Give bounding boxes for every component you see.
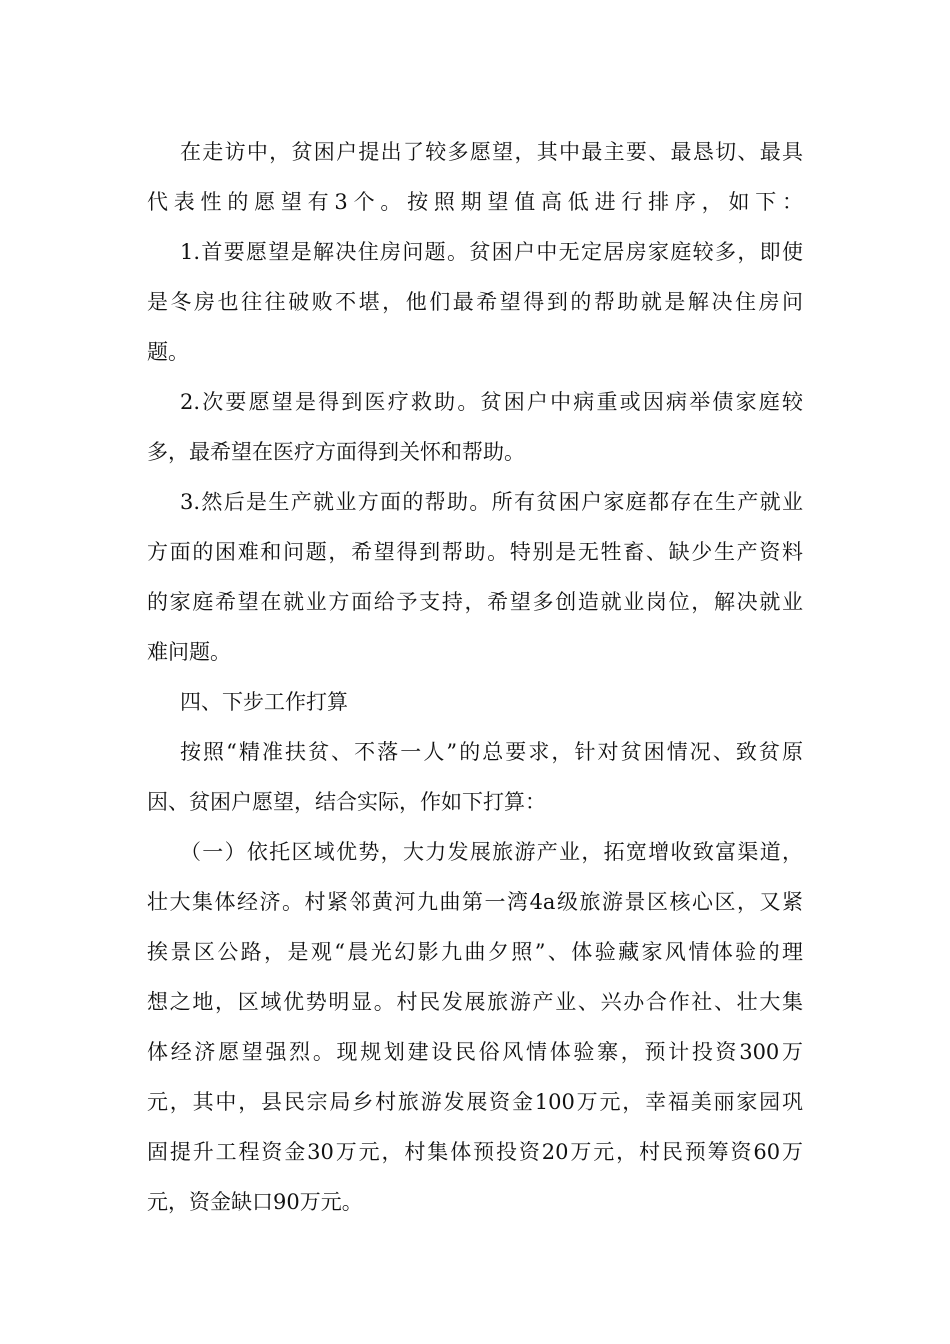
paragraph-line: 2.次要愿望是得到医疗救助。贫困户中病重或因病举债家庭较 <box>180 390 803 414</box>
paragraph-line: 多，最希望在医疗方面得到关怀和帮助。 <box>147 440 525 464</box>
paragraph-line: 挨景区公路，是观“晨光幻影九曲夕照”、体验藏家风情体验的理 <box>147 940 803 964</box>
paragraph-line: 在走访中，贫困户提出了较多愿望，其中最主要、最恳切、最具 <box>180 140 803 164</box>
paragraph-line: 元，资金缺口90万元。 <box>147 1190 363 1214</box>
section-heading: 四、下步工作打算 <box>180 690 348 714</box>
paragraph-line: 元，其中，县民宗局乡村旅游发展资金100万元，幸福美丽家园巩 <box>147 1090 803 1114</box>
paragraph-line: 难问题。 <box>147 640 231 664</box>
paragraph-line: 3.然后是生产就业方面的帮助。所有贫困户家庭都存在生产就业 <box>180 490 803 514</box>
paragraph-line: 方面的困难和问题，希望得到帮助。特别是无牲畜、缺少生产资料 <box>147 540 803 564</box>
paragraph-line: 题。 <box>147 340 189 364</box>
paragraph-line: 固提升工程资金30万元，村集体预投资20万元，村民预筹资60万 <box>147 1140 803 1164</box>
paragraph-line: 想之地，区域优势明显。村民发展旅游产业、兴办合作社、壮大集 <box>147 990 803 1014</box>
paragraph-line: 体经济愿望强烈。现规划建设民俗风情体验寨，预计投资300万 <box>147 1040 803 1064</box>
paragraph-line: 因、贫困户愿望，结合实际，作如下打算： <box>147 790 546 814</box>
paragraph-line: （一）依托区域优势，大力发展旅游产业，拓宽增收致富渠道， <box>180 840 803 864</box>
paragraph-line: 壮大集体经济。村紧邻黄河九曲第一湾4a级旅游景区核心区，又紧 <box>147 890 803 914</box>
paragraph-line: 代表性的愿望有3个。按照期望值高低进行排序，如下： <box>147 190 803 214</box>
paragraph-line: 1.首要愿望是解决住房问题。贫困户中无定居房家庭较多，即使 <box>180 240 803 264</box>
paragraph-line: 的家庭希望在就业方面给予支持，希望多创造就业岗位，解决就业 <box>147 590 803 614</box>
paragraph-line: 按照“精准扶贫、不落一人”的总要求，针对贫困情况、致贫原 <box>180 740 803 764</box>
paragraph-line: 是冬房也往往破败不堪，他们最希望得到的帮助就是解决住房问 <box>147 290 803 314</box>
